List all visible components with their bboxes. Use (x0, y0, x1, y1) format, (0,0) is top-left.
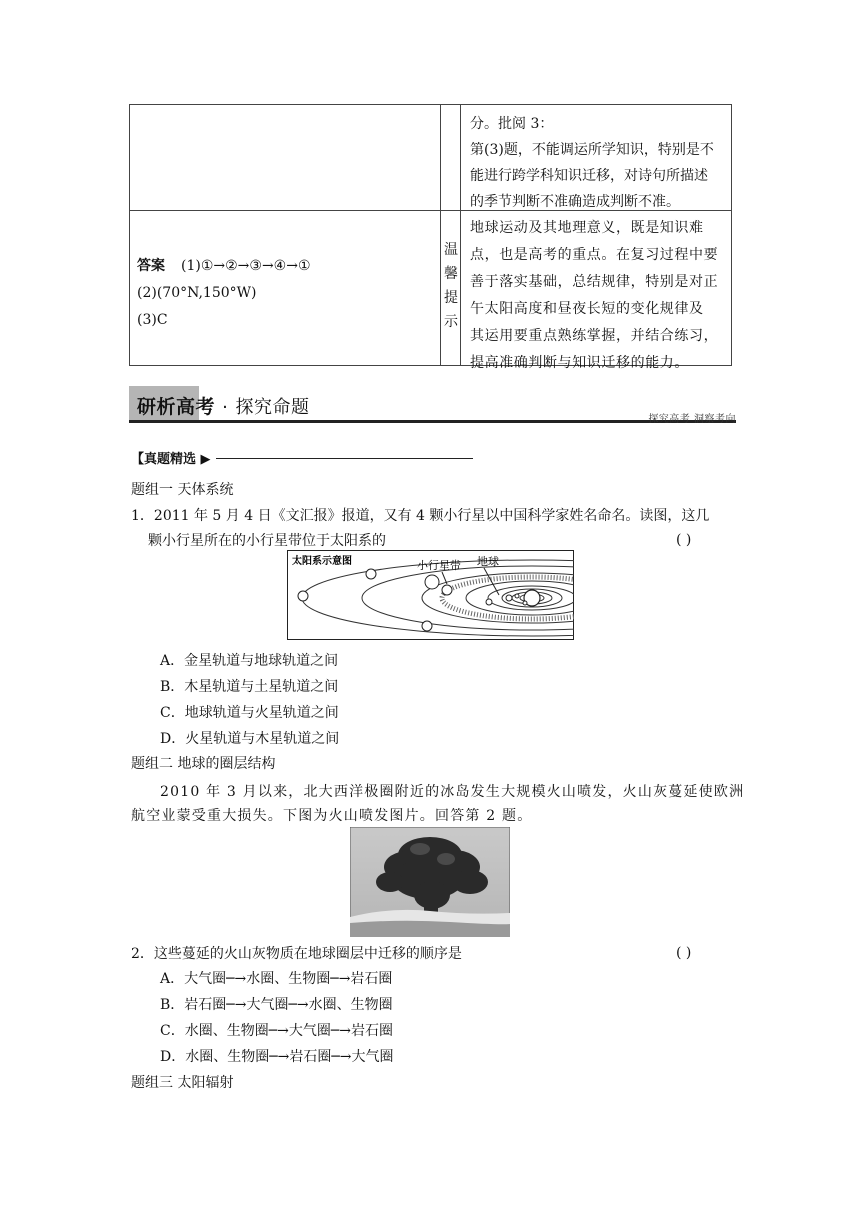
answer-line: (1)①→②→③→④→① (181, 258, 311, 274)
banner-subtitle: 探究命题 (235, 397, 310, 418)
tip-line: 其运用要重点熟练掌握，并结合练习， (470, 328, 719, 344)
answer-blank: ( ) (676, 532, 692, 548)
group-title: 题组一 天体系统 (131, 482, 234, 498)
group-title: 题组三 太阳辐射 (131, 1075, 234, 1091)
grading-note-line: 的季节判断不准确造成判断不准。 (470, 194, 680, 210)
tip-label (442, 238, 460, 334)
tip-line: 地球运动及其地理意义，既是知识难 (470, 220, 704, 236)
solar-system-figure (287, 550, 574, 640)
option-c[interactable]: C．地球轨道与火星轨道之间 (160, 705, 339, 721)
table-column-divider (460, 105, 461, 365)
banner-dot: · (222, 397, 229, 418)
tip-label-char: 示 (444, 314, 458, 330)
group-title: 题组二 地球的圈层结构 (131, 756, 276, 772)
grading-note-line: 能进行跨学科知识迁移，对诗句所描述 (470, 168, 708, 184)
banner-title (137, 392, 310, 419)
tip-line: 善于落实基础，总结规律，特别是对正 (470, 274, 719, 290)
option-a[interactable]: A．大气圈─→水圈、生物圈─→岩石圈 (160, 971, 393, 987)
option-b[interactable]: B．岩石圈─→大气圈─→水圈、生物圈 (160, 997, 393, 1013)
figure-title: 太阳系示意图 (292, 556, 352, 567)
question-text: 1．2011 年 5 月 4 日《文汇报》报道，又有 4 颗小行星以中国科学家姓名命名。读图，这几 (131, 508, 710, 524)
answer-line: (2)(70°N,150°W) (137, 285, 257, 301)
tip-label-char: 提 (444, 290, 458, 306)
answer-blank: ( ) (676, 945, 692, 961)
tip-line: 点，也是高考的重点。在复习过程中要 (470, 247, 719, 263)
section-heading: 【真题精选 ▶ (131, 452, 211, 467)
answer-cell (137, 253, 311, 334)
tip-label-char: 馨 (444, 266, 458, 282)
solar-system-diagram (287, 550, 574, 640)
question-text: 颗小行星所在的小行星带位于太阳系的 (148, 533, 386, 549)
section-heading-rule (216, 458, 473, 459)
volcano-photo (350, 827, 510, 937)
option-c[interactable]: C．水圈、生物圈─→大气圈─→岩石圈 (160, 1023, 394, 1039)
volcano-eruption-image (350, 827, 510, 937)
question-text: 2．这些蔓延的火山灰物质在地球圈层中迁移的顺序是 (131, 946, 462, 962)
section-banner (129, 386, 736, 428)
intro-text: 航空业蒙受重大损失。下图为火山喷发图片。回答第 2 题。 (131, 808, 533, 824)
tip-line: 午太阳高度和昼夜长短的变化规律及 (470, 301, 704, 317)
figure-label-earth: 地球 (477, 555, 499, 568)
tip-line: 提高准确判断与知识迁移的能力。 (470, 355, 689, 371)
banner-rule (129, 420, 736, 423)
answer-label: 答案 (137, 258, 165, 274)
banner-right-text: 探究高考 洞察考向 (648, 414, 736, 425)
answer-line: (3)C (137, 312, 168, 328)
grading-note (470, 111, 728, 215)
table-column-divider (440, 105, 441, 365)
option-d[interactable]: D．水圈、生物圈─→岩石圈─→大气圈 (160, 1049, 394, 1065)
option-d[interactable]: D．火星轨道与木星轨道之间 (160, 731, 340, 747)
tip-text (470, 215, 728, 377)
intro-text: 2010 年 3 月以来，北大西洋极圈附近的冰岛发生大规模火山喷发，火山灰蔓延使欧洲 (160, 784, 745, 800)
answer-table (129, 104, 732, 371)
grading-note-line: 分。批阅 3： (470, 116, 554, 132)
grading-note-line: 第(3)题，不能调运所学知识，特别是不 (470, 142, 714, 158)
option-b[interactable]: B．木星轨道与土星轨道之间 (160, 679, 339, 695)
banner-title-main: 研析高考 (137, 396, 216, 418)
option-a[interactable]: A．金星轨道与地球轨道之间 (160, 653, 339, 669)
figure-label-asteroid-belt: 小行星带 (417, 559, 461, 572)
tip-label-char: 温 (444, 242, 458, 258)
